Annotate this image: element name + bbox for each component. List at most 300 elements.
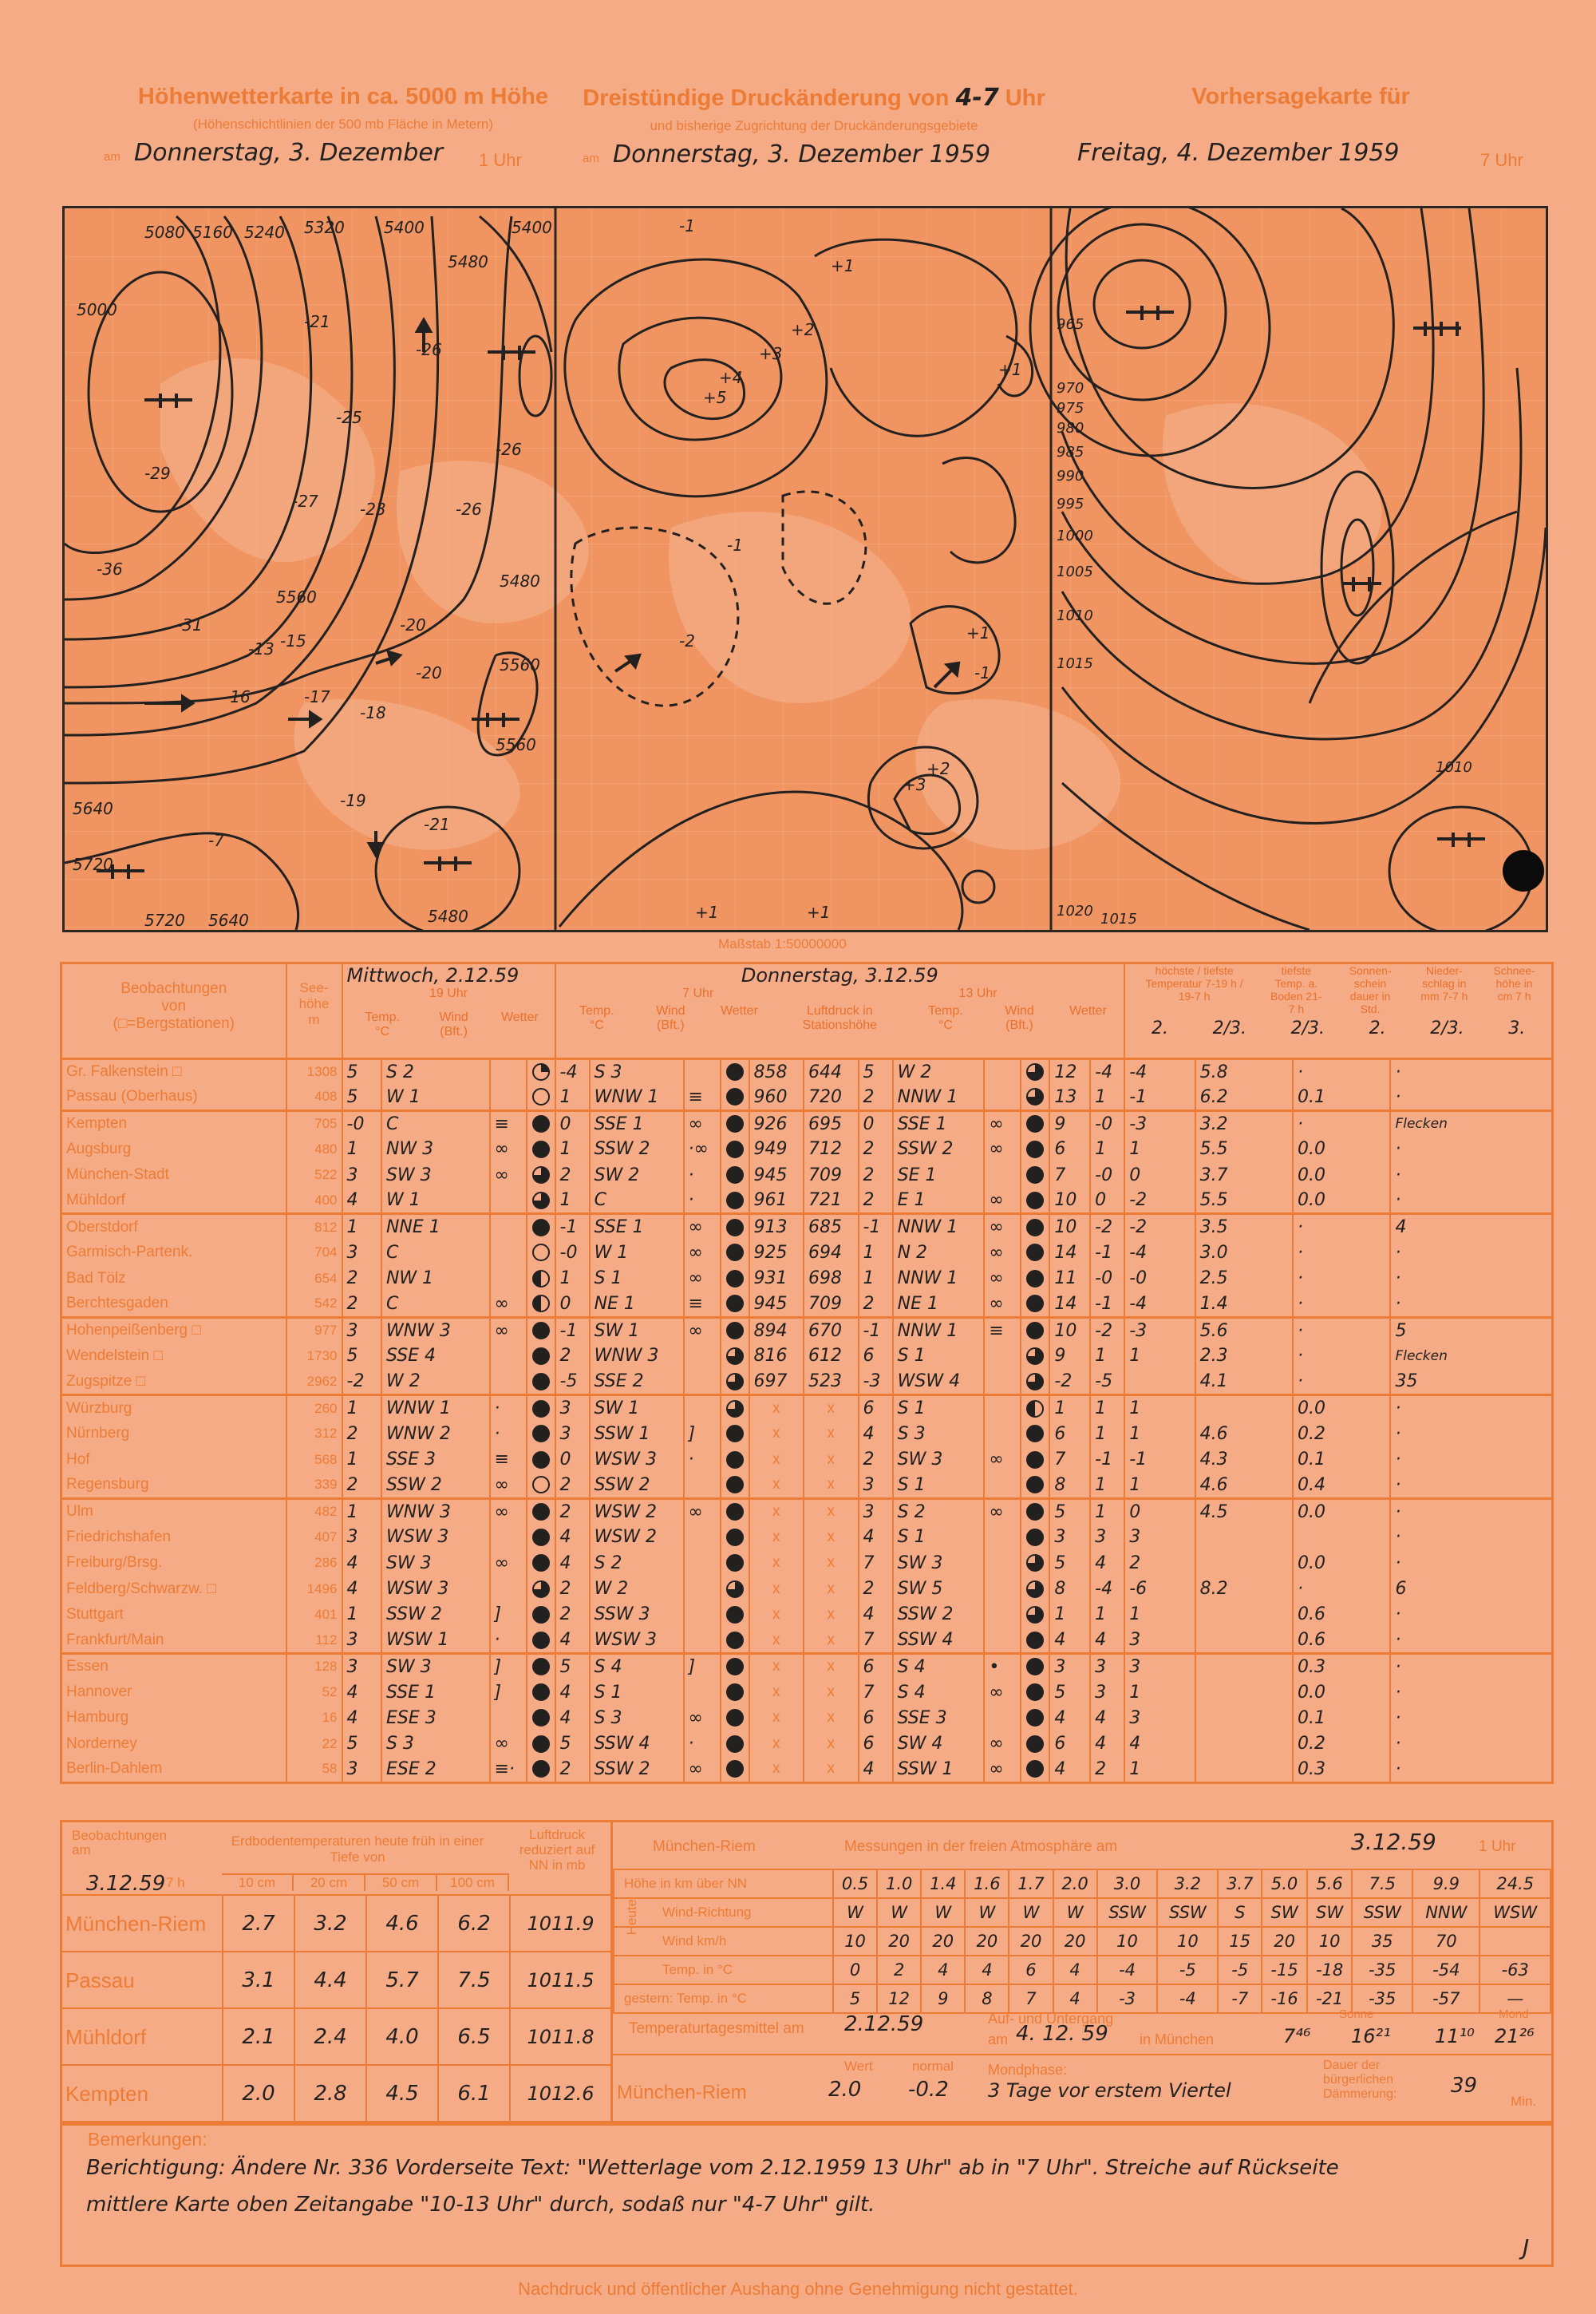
map-label: -23 [360, 500, 386, 519]
value-cell: 5.5 [1195, 1188, 1293, 1213]
weather-symbol [1021, 1757, 1049, 1782]
day-label: 2/3. [1212, 1019, 1247, 1038]
value-cell: 4 [555, 1525, 590, 1550]
value-cell: 4 [342, 1550, 381, 1576]
value-cell: ∞ [984, 1240, 1021, 1265]
value-cell: 721 [804, 1188, 859, 1213]
value-cell: 2 [859, 1576, 893, 1601]
value-cell: 0.2 [1293, 1731, 1390, 1757]
value-cell: ] [490, 1679, 527, 1705]
value-cell: 1.4 [1195, 1291, 1293, 1317]
value-cell [490, 1705, 527, 1731]
value-cell: -3 [1124, 1317, 1195, 1343]
value-cell: · [1390, 1266, 1552, 1291]
value-cell: NE 1 [590, 1291, 684, 1317]
value-cell: ] [490, 1653, 527, 1679]
value-cell: 695 [804, 1110, 859, 1136]
station-height: 400 [286, 1188, 342, 1213]
value-cell: -3 [859, 1369, 893, 1394]
remarks-label: Bemerkungen: [88, 2129, 207, 2150]
soil-temp: 2.1 [222, 2009, 294, 2066]
sky-cover-icon [532, 1632, 550, 1649]
value-cell [1124, 1369, 1195, 1394]
atm-value: -57 [1412, 1984, 1479, 2013]
atm-value: 1.4 [921, 1869, 965, 1898]
weather-symbol [527, 1421, 555, 1446]
atm-value: -7 [1218, 1984, 1262, 2013]
table-row [61, 1653, 1553, 1679]
value-cell: -1 [555, 1214, 590, 1240]
value-cell: · [490, 1395, 527, 1421]
empty-cell: x [749, 1628, 804, 1653]
value-cell: ∞ [984, 1137, 1021, 1162]
value-cell: 3 [1090, 1525, 1124, 1550]
col-nieder: Nieder-schlag in mm 7-7 h [1420, 964, 1468, 1003]
soil-temp: 4.0 [365, 2009, 437, 2066]
value-cell: · [1390, 1085, 1552, 1110]
soil-temperature-panel [62, 1822, 613, 2121]
remarks-line1: Berichtigung: Ändere Nr. 336 Vorderseite Text: "Wetterlage vom 2.12.1959 13 Uhr" ab in "7 Uhr". Streiche auf Rückseite [86, 2156, 1339, 2180]
weather-symbol [721, 1266, 749, 1291]
sky-cover-icon [1026, 1658, 1044, 1675]
table-row [61, 1731, 1553, 1757]
weather-symbol [721, 1059, 749, 1085]
weather-symbol [1021, 1369, 1049, 1394]
head-station-l1: Beobachtungen [120, 980, 227, 997]
station-height: 568 [286, 1446, 342, 1472]
table-row [61, 1550, 1553, 1576]
atm-row-label: Temp. in °C [614, 1956, 833, 1984]
value-cell: -2 [1090, 1214, 1124, 1240]
day2-time7: 7 Uhr [682, 987, 714, 1000]
value-cell: WSW 3 [381, 1576, 490, 1601]
value-cell: 4 [1090, 1550, 1124, 1576]
table-row [61, 1110, 1553, 1136]
value-cell: ·∞ [684, 1137, 721, 1162]
map-label: -7 [208, 831, 224, 850]
value-cell: 4.3 [1195, 1446, 1293, 1472]
station-name: Stuttgart [61, 1602, 286, 1628]
map-label: 1020 [1057, 903, 1093, 920]
sky-cover-icon [1026, 1270, 1044, 1288]
value-cell: WSW 2 [590, 1525, 684, 1550]
value-cell: 10 [1049, 1214, 1090, 1240]
value-cell: 3.5 [1195, 1214, 1293, 1240]
value-cell: 12 [1049, 1059, 1090, 1085]
empty-cell: x [804, 1473, 859, 1498]
empty-cell: x [749, 1705, 804, 1731]
value-cell: · [1390, 1498, 1552, 1524]
soil-pressure: 1011.9 [509, 1896, 610, 1952]
value-cell: 858 [749, 1059, 804, 1085]
value-cell [984, 1628, 1021, 1653]
value-cell: S 1 [893, 1395, 985, 1421]
sky-cover-icon [532, 1270, 550, 1288]
empty-cell: x [804, 1446, 859, 1472]
value-cell: 5 [342, 1731, 381, 1757]
day1-cols [347, 1011, 551, 1039]
table-row [61, 1446, 1553, 1472]
value-cell: ∞ [490, 1498, 527, 1524]
atm-value: 20 [921, 1927, 965, 1956]
value-cell: 4 [342, 1188, 381, 1213]
value-cell: · [1390, 1602, 1552, 1628]
value-cell: · [1293, 1576, 1390, 1601]
value-cell: 1 [1049, 1602, 1090, 1628]
value-cell: · [1293, 1266, 1390, 1291]
value-cell: 4 [555, 1679, 590, 1705]
value-cell: · [1390, 1525, 1552, 1550]
atm-value: 24.5 [1479, 1869, 1551, 1898]
weather-symbol [527, 1059, 555, 1085]
value-cell: 5 [1049, 1679, 1090, 1705]
value-cell: · [490, 1628, 527, 1653]
weather-symbol [527, 1214, 555, 1240]
weather-symbol [721, 1421, 749, 1446]
value-cell: 0.1 [1293, 1085, 1390, 1110]
head-day2 [555, 963, 1125, 1059]
map-label: 970 [1057, 380, 1084, 397]
weather-symbol [1021, 1214, 1049, 1240]
value-cell: ∞ [984, 1110, 1021, 1136]
atm-value: — [1479, 1984, 1551, 2013]
value-cell: ∞ [490, 1137, 527, 1162]
value-cell: · [1390, 1421, 1552, 1446]
extreme-days [1129, 1019, 1547, 1038]
header-left-title: Höhenwetterkarte in ca. 5000 m Höhe [137, 84, 549, 109]
station-height: 22 [286, 1731, 342, 1757]
atm-row-label: gestern: Temp. in °C [614, 1984, 833, 2013]
value-cell: 0 [1124, 1498, 1195, 1524]
value-cell: 2 [859, 1291, 893, 1317]
sky-cover-icon [532, 1141, 550, 1158]
value-cell: ∞ [984, 1188, 1021, 1213]
value-cell: 4 [342, 1679, 381, 1705]
sun-am: am [988, 2031, 1009, 2047]
atm-value: 12 [877, 1984, 921, 2013]
value-cell: 4 [859, 1757, 893, 1782]
heute-label: Heute [624, 1899, 639, 1936]
value-cell: -0 [342, 1110, 381, 1136]
header-left-sub: (Höhenschichtlinien der 500 mb Fläche in Metern) [192, 117, 494, 132]
value-cell: 3 [342, 1525, 381, 1550]
empty-cell: x [804, 1421, 859, 1446]
weather-symbol [721, 1291, 749, 1317]
empty-cell: x [804, 1757, 859, 1782]
atm-value: 3.7 [1218, 1869, 1262, 1898]
value-cell: 945 [749, 1291, 804, 1317]
map-label: -25 [336, 408, 362, 427]
atm-value: 10 [1157, 1927, 1218, 1956]
soil-head: Beobachtungen am [72, 1828, 168, 1857]
value-cell: 2 [859, 1137, 893, 1162]
value-cell: 4 [555, 1705, 590, 1731]
sky-cover-icon [1026, 1295, 1044, 1312]
table-row [61, 1498, 1553, 1524]
weather-symbol [721, 1162, 749, 1188]
col-luft: Luftdruck in Stationshöhe [802, 1004, 878, 1032]
value-cell: NNW 1 [893, 1085, 985, 1110]
value-cell: 4.5 [1195, 1498, 1293, 1524]
sky-cover-icon [1026, 1373, 1044, 1390]
value-cell: · [1293, 1059, 1390, 1085]
value-cell: 1 [1124, 1395, 1195, 1421]
value-cell: -5 [1090, 1369, 1124, 1394]
value-cell: 644 [804, 1059, 859, 1085]
value-cell: 3.2 [1195, 1110, 1293, 1136]
empty-cell: x [749, 1395, 804, 1421]
value-cell: WSW 3 [590, 1446, 684, 1472]
head-hoehe [286, 963, 342, 1059]
station-name: Passau (Oberhaus) [61, 1085, 286, 1110]
day1-time: 19 Uhr [429, 987, 468, 1000]
weather-symbol [721, 1446, 749, 1472]
value-cell: W 2 [590, 1576, 684, 1601]
value-cell: S 4 [893, 1679, 985, 1705]
atm-value: W [833, 1898, 877, 1927]
extreme-cols [1129, 964, 1547, 1015]
weather-symbol [1021, 1653, 1049, 1679]
value-cell: 2 [555, 1757, 590, 1782]
soil-temp: 4.6 [365, 1896, 437, 1952]
station-height: 286 [286, 1550, 342, 1576]
sky-cover-icon [1026, 1192, 1044, 1209]
value-cell: 694 [804, 1240, 859, 1265]
sky-cover-icon [726, 1400, 744, 1418]
value-cell [684, 1343, 721, 1369]
map-label: -26 [496, 440, 522, 459]
value-cell: 0.0 [1293, 1162, 1390, 1188]
header-right [1061, 84, 1540, 171]
weather-symbol [1021, 1317, 1049, 1343]
empty-cell: x [749, 1757, 804, 1782]
map-label: 5640 [208, 911, 249, 930]
value-cell: S 1 [590, 1679, 684, 1705]
value-cell [1195, 1395, 1293, 1421]
footer: Nachdruck und öffentlicher Aushang ohne Genehmigung nicht gestattet. [518, 2279, 1078, 2299]
sky-cover-icon [532, 1295, 550, 1312]
map-label: -20 [416, 663, 442, 682]
atm-value: -4 [1157, 1984, 1218, 2013]
col-sonne: Sonnen-schein dauer in Std. [1349, 964, 1392, 1015]
weather-symbol [721, 1757, 749, 1782]
header-center-hand: 4-7 [955, 84, 999, 112]
soil-pressure: 1011.5 [509, 1952, 610, 2009]
value-cell: NW 3 [381, 1137, 490, 1162]
map-label: 1005 [1057, 564, 1093, 580]
value-cell: 5 [342, 1085, 381, 1110]
sky-cover-icon [1026, 1760, 1044, 1778]
value-cell: 3.7 [1195, 1162, 1293, 1188]
value-cell: ∞ [684, 1266, 721, 1291]
value-cell [1195, 1602, 1293, 1628]
empty-cell: x [749, 1576, 804, 1601]
map-label: +3 [903, 775, 926, 794]
value-cell: ∞ [490, 1162, 527, 1188]
sky-cover-icon [726, 1088, 744, 1106]
weather-symbol [527, 1679, 555, 1705]
empty-cell: x [749, 1550, 804, 1576]
atm-value: 7.5 [1352, 1869, 1412, 1898]
station-name: Frankfurt/Main [61, 1628, 286, 1653]
value-cell: · [1390, 1137, 1552, 1162]
value-cell: 2 [555, 1162, 590, 1188]
col-temp: Temp. °C [365, 1011, 400, 1038]
atm-value: S [1218, 1898, 1262, 1927]
value-cell [684, 1395, 721, 1421]
value-cell: 1 [1124, 1421, 1195, 1446]
value-cell: WSW 1 [381, 1628, 490, 1653]
station-name: Augsburg [61, 1137, 286, 1162]
atm-value: W [877, 1898, 921, 1927]
map-label: -2 [679, 631, 695, 651]
weather-symbol [527, 1757, 555, 1782]
weather-symbol [527, 1162, 555, 1188]
header-right-spacer [1061, 117, 1540, 133]
value-cell: 670 [804, 1317, 859, 1343]
value-cell: -1 [859, 1214, 893, 1240]
col-schnee: Schnee-höhe in cm 7 h [1493, 964, 1535, 1003]
map-label: 1000 [1057, 528, 1093, 544]
weather-symbol [527, 1395, 555, 1421]
sky-cover-icon [726, 1658, 744, 1675]
value-cell [984, 1421, 1021, 1446]
map-label: 5400 [512, 218, 552, 237]
sky-cover-icon [1026, 1632, 1044, 1649]
sky-cover-icon [726, 1580, 744, 1598]
value-cell: 10 [1049, 1188, 1090, 1213]
head-day1 [342, 963, 555, 1059]
value-cell: · [1293, 1369, 1390, 1394]
value-cell: 14 [1049, 1240, 1090, 1265]
atm-value: 20 [877, 1927, 921, 1956]
value-cell: 2 [342, 1291, 381, 1317]
value-cell [684, 1576, 721, 1601]
value-cell [984, 1395, 1021, 1421]
value-cell: W 1 [381, 1188, 490, 1213]
weather-symbol [1021, 1679, 1049, 1705]
day2-cols [560, 1004, 1120, 1033]
sky-cover-icon [532, 1606, 550, 1624]
value-cell: -4 [1090, 1059, 1124, 1085]
station-name: München-Stadt [61, 1162, 286, 1188]
value-cell: 5 [342, 1059, 381, 1085]
table-row [61, 1162, 1553, 1188]
map-label: +5 [703, 388, 727, 407]
weather-symbol [1021, 1498, 1049, 1524]
atm-title: Messungen in der freien Atmosphäre am [844, 1838, 1118, 1855]
atm-value: NNW [1412, 1898, 1479, 1927]
value-cell: 1 [342, 1395, 381, 1421]
value-cell: 4 [1049, 1628, 1090, 1653]
value-cell: ∞ [684, 1110, 721, 1136]
sky-cover-icon [1026, 1219, 1044, 1236]
value-cell: 3.0 [1195, 1240, 1293, 1265]
sky-cover-icon [726, 1735, 744, 1753]
empty-cell: x [749, 1731, 804, 1757]
value-cell: · [1390, 1162, 1552, 1188]
value-cell: 6 [859, 1705, 893, 1731]
map-label: -1 [974, 663, 990, 682]
value-cell: 4.1 [1195, 1369, 1293, 1394]
sky-cover-icon [532, 1451, 550, 1469]
value-cell: 1 [342, 1498, 381, 1524]
value-cell: -0 [1090, 1162, 1124, 1188]
table-row [61, 1369, 1553, 1394]
header-center-title: Dreistündige Druckänderung von [583, 85, 950, 111]
soil-date: 3.12.59 [86, 1872, 166, 1896]
tmean-label: Temperaturtagesmittel am [629, 2020, 804, 2037]
value-cell: N 2 [893, 1240, 985, 1265]
value-cell: ∞ [984, 1757, 1021, 1782]
tmean-date: 2.12.59 [844, 2012, 924, 2036]
map-label: 5480 [500, 572, 540, 591]
weather-symbol [527, 1498, 555, 1524]
table-row [61, 1266, 1553, 1291]
weather-symbol [1021, 1446, 1049, 1472]
value-cell: 2 [342, 1266, 381, 1291]
map-label: +2 [926, 759, 950, 778]
value-cell: 4.6 [1195, 1421, 1293, 1446]
map-label: 5480 [448, 252, 488, 271]
weather-symbol [721, 1240, 749, 1265]
sky-cover-icon [1026, 1400, 1044, 1418]
weather-symbol [527, 1085, 555, 1110]
weather-symbol [527, 1628, 555, 1653]
atm-value: 10 [833, 1927, 877, 1956]
value-cell: 4 [1090, 1628, 1124, 1653]
value-cell: 13 [1049, 1085, 1090, 1110]
value-cell: S 4 [590, 1653, 684, 1679]
header-center-title-line [575, 84, 1053, 112]
weather-symbol [1021, 1291, 1049, 1317]
sky-cover-icon [1026, 1580, 1044, 1598]
value-cell: · [1390, 1757, 1552, 1782]
value-cell: 0 [555, 1110, 590, 1136]
value-cell: WNW 3 [381, 1317, 490, 1343]
value-cell: SSE 1 [381, 1679, 490, 1705]
value-cell: · [1293, 1291, 1390, 1317]
value-cell: 1 [1124, 1757, 1195, 1782]
atm-row [614, 1927, 1551, 1956]
weather-symbol [527, 1550, 555, 1576]
map-label: 5560 [500, 655, 540, 674]
value-cell [984, 1705, 1021, 1731]
weather-symbol [1021, 1137, 1049, 1162]
weather-symbol [527, 1705, 555, 1731]
value-cell: 0.0 [1293, 1188, 1390, 1213]
value-cell [1195, 1653, 1293, 1679]
weather-symbol [527, 1266, 555, 1291]
value-cell: ≡ [490, 1446, 527, 1472]
sky-cover-icon [532, 1425, 550, 1442]
value-cell: 8 [1049, 1473, 1090, 1498]
value-cell: SSW 2 [590, 1757, 684, 1782]
soil-temp: 7.5 [437, 1952, 509, 2009]
map-label: -27 [292, 492, 318, 511]
value-cell: SW 3 [381, 1162, 490, 1188]
value-cell: -2 [1124, 1188, 1195, 1213]
atm-value: 15 [1218, 1927, 1262, 1956]
value-cell: 5.8 [1195, 1059, 1293, 1085]
sky-cover-icon [726, 1554, 744, 1572]
value-cell: 5.6 [1195, 1317, 1293, 1343]
value-cell: -0 [1090, 1266, 1124, 1291]
map-scale: Maßstab 1:50000000 [718, 936, 847, 951]
weather-symbol [721, 1628, 749, 1653]
value-cell: 2 [555, 1576, 590, 1601]
value-cell [684, 1059, 721, 1085]
